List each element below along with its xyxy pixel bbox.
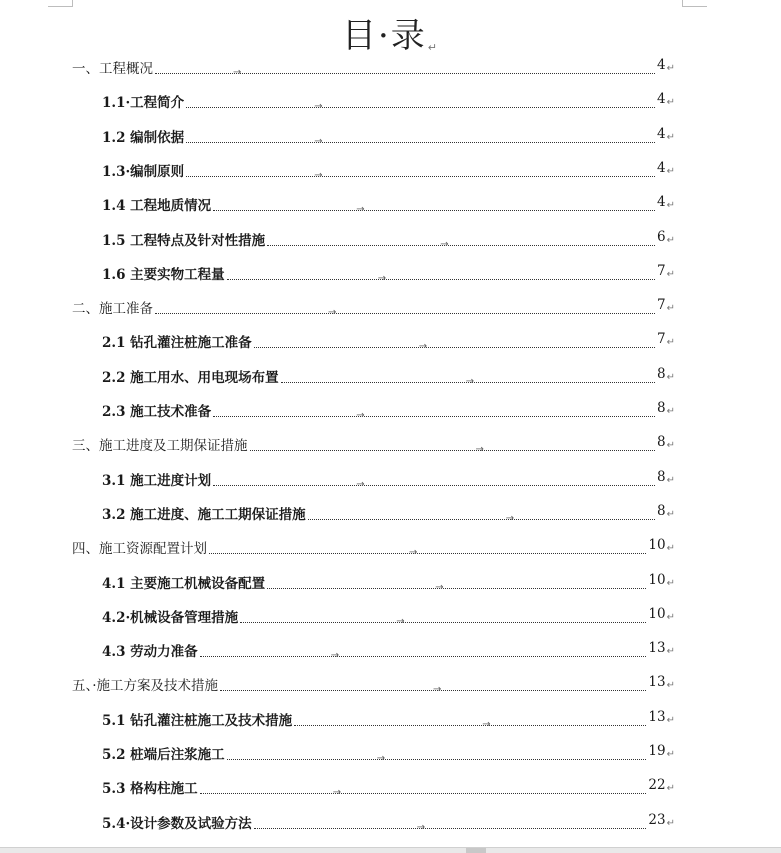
toc-entry[interactable]: [102, 125, 675, 147]
toc-entry[interactable]: [102, 90, 675, 112]
paragraph-mark-icon: ↵: [666, 234, 675, 246]
dot-leader: [254, 341, 655, 353]
toc-entry-page-number: [657, 365, 675, 387]
toc-entry-label: 1.5 工程特点及针对性措施: [102, 232, 266, 249]
page-number-text: 6: [657, 228, 666, 245]
page-number-text: 4: [657, 125, 666, 142]
dot-leader: [227, 272, 655, 284]
page-number-text: 13: [648, 674, 666, 691]
toc-entry-page-number: [657, 125, 675, 147]
toc-entry-page-number: [648, 639, 675, 661]
page-number-text: 13: [648, 640, 666, 657]
page-number-text: 7: [657, 331, 666, 348]
page-number-text: 8: [657, 400, 666, 416]
paragraph-mark-icon: ↵: [666, 63, 675, 74]
dot-leader: [209, 547, 646, 559]
toc-entry[interactable]: [102, 605, 675, 627]
toc-entry-page-number: [657, 262, 675, 284]
toc-entry[interactable]: [72, 536, 675, 558]
page-number-text: 4: [657, 57, 666, 73]
toc-entry[interactable]: [72, 433, 675, 455]
paragraph-mark-icon: ↵: [666, 165, 675, 177]
title-text: 目·录: [341, 16, 427, 56]
dot-leader: [240, 615, 646, 627]
tab-arrow-icon: →: [465, 375, 475, 387]
paragraph-mark-icon: ↵: [666, 131, 675, 143]
paragraph-mark-icon: ↵: [666, 680, 675, 692]
paragraph-mark-icon: ↵: [666, 97, 675, 109]
toc-entry[interactable]: [72, 673, 675, 695]
dot-leader: [186, 101, 655, 113]
tab-arrow-icon: →: [482, 718, 491, 730]
dot-leader: [267, 238, 655, 250]
tab-arrow-icon: →: [475, 444, 484, 456]
scrollbar-thumb[interactable]: [466, 848, 486, 853]
dot-leader: [254, 821, 647, 833]
toc-entry-page-number: [648, 811, 675, 833]
paragraph-mark-icon: ↵: [666, 268, 675, 280]
dot-leader: [213, 478, 655, 490]
toc-entry-page-number: [648, 776, 675, 798]
paragraph-mark-icon: ↵: [666, 611, 675, 623]
toc-entry[interactable]: [102, 365, 675, 387]
tab-arrow-icon: →: [409, 547, 418, 559]
dot-leader: [200, 650, 647, 662]
toc-entry-page-number: [657, 228, 675, 250]
paragraph-mark-icon: ↵: [666, 749, 675, 760]
paragraph-mark-icon: ↵: [666, 474, 675, 486]
dot-leader: [250, 444, 656, 456]
toc-entry-page-number: [648, 708, 675, 730]
paragraph-mark-icon: ↵: [427, 41, 440, 54]
toc-entry-label: 3.1 施工进度计划: [102, 472, 212, 489]
page-number-text: 22: [648, 777, 666, 794]
dot-leader: [200, 787, 647, 799]
toc-entry-page-number: [657, 296, 675, 318]
paragraph-mark-icon: ↵: [666, 783, 675, 795]
toc-entry-label: 一、工程概况: [72, 61, 153, 77]
toc-entry-label: 5.4·设计参数及试验方法: [102, 815, 252, 832]
toc-entry-page-number: [648, 605, 675, 627]
dot-leader: [155, 307, 655, 319]
toc-entry-label: 4.1 主要施工机械设备配置: [102, 575, 266, 592]
tab-arrow-icon: →: [328, 307, 337, 319]
toc-entry-label: 4.3 劳动力准备: [102, 644, 198, 661]
toc-entry-page-number: [657, 330, 675, 352]
toc-entry-label: 四、施工资源配置计划: [72, 541, 207, 558]
tab-arrow-icon: →: [330, 650, 340, 662]
dot-leader: [294, 718, 646, 730]
toc-entry-page-number: [648, 536, 675, 558]
paragraph-mark-icon: ↵: [666, 543, 675, 555]
page-number-text: 8: [657, 502, 666, 519]
tab-arrow-icon: →: [435, 581, 444, 593]
toc-entry-label: 3.2 施工进度、施工工期保证措施: [102, 506, 306, 523]
page-corner-marker-right: [682, 0, 707, 7]
toc-entry-label: 1.2 编制依据: [102, 129, 185, 146]
toc-entry-label: 1.6 主要实物工程量: [102, 266, 225, 283]
toc-entry-label: 2.1 钻孔灌注桩施工准备: [102, 335, 252, 352]
toc-entry-label: 1.1·工程简介: [102, 95, 185, 112]
toc-entry[interactable]: [102, 502, 675, 524]
page-corner-marker-left: [48, 0, 73, 7]
toc-entry-label: 二、施工准备: [72, 301, 153, 318]
tab-arrow-icon: →: [356, 204, 365, 216]
dot-leader: [281, 375, 655, 387]
toc-entry[interactable]: [72, 56, 675, 78]
toc-entry[interactable]: [102, 193, 675, 215]
tab-arrow-icon: →: [377, 272, 387, 284]
dot-leader: [220, 684, 646, 696]
dot-leader: [308, 512, 655, 524]
dot-leader: [213, 204, 655, 216]
toc-entry[interactable]: [102, 399, 675, 421]
page-number-text: 10: [648, 605, 666, 622]
paragraph-mark-icon: ↵: [666, 577, 675, 589]
toc-entry-label: 2.3 施工技术准备: [102, 404, 212, 420]
toc-entry[interactable]: [102, 228, 675, 250]
page-number-text: 10: [648, 537, 666, 554]
paragraph-mark-icon: ↵: [666, 371, 675, 383]
toc-entry-page-number: [657, 468, 675, 490]
toc-entry[interactable]: [102, 776, 675, 798]
toc-entry-label: 2.2 施工用水、用电现场布置: [102, 369, 279, 386]
toc-entry-page-number: [657, 159, 675, 181]
dot-leader: [186, 135, 655, 147]
tab-arrow-icon: →: [416, 821, 426, 833]
toc-entry[interactable]: [102, 708, 675, 730]
paragraph-mark-icon: ↵: [666, 646, 675, 658]
tab-arrow-icon: →: [233, 67, 242, 78]
toc-entry-label: 1.4 工程地质情况: [102, 198, 212, 215]
page-number-text: 8: [657, 468, 666, 485]
toc-entry[interactable]: [72, 296, 675, 318]
tab-arrow-icon: →: [356, 478, 365, 490]
toc-entry-page-number: [657, 90, 675, 112]
page-number-text: 8: [657, 365, 666, 382]
toc-entry[interactable]: [102, 330, 675, 352]
toc-entry[interactable]: [102, 742, 675, 764]
tab-arrow-icon: →: [396, 615, 405, 627]
toc-entry-page-number: [648, 742, 675, 764]
toc-entry-label: 5.2 桩端后注浆施工: [102, 747, 225, 763]
tab-arrow-icon: →: [356, 410, 365, 421]
toc-entry-label: 1.3·编制原则: [102, 163, 185, 180]
paragraph-mark-icon: ↵: [666, 406, 675, 417]
toc-entry-page-number: [648, 571, 675, 593]
paragraph-mark-icon: ↵: [666, 714, 675, 726]
page-number-text: 10: [648, 571, 666, 588]
page-number-text: 4: [657, 159, 666, 176]
page-number-text: 4: [657, 91, 666, 108]
page-number-text: 4: [657, 194, 666, 211]
toc-entry[interactable]: [102, 639, 675, 661]
toc-entry-label: 5.3 格构柱施工: [102, 781, 198, 798]
page-number-text: 8: [657, 434, 666, 451]
paragraph-mark-icon: ↵: [666, 200, 675, 212]
paragraph-mark-icon: ↵: [666, 337, 675, 349]
dot-leader: [155, 67, 655, 78]
toc-entry-page-number: [657, 193, 675, 215]
toc-entry[interactable]: [102, 571, 675, 593]
page-number-text: 7: [657, 297, 666, 314]
toc-entry[interactable]: [102, 811, 675, 833]
paragraph-mark-icon: ↵: [666, 508, 675, 520]
toc-entry[interactable]: [102, 159, 675, 181]
toc-entry-label: 三、施工进度及工期保证措施: [72, 438, 248, 455]
tab-arrow-icon: →: [433, 684, 442, 696]
toc-entry-label: 5.1 钻孔灌注桩施工及技术措施: [102, 712, 293, 729]
toc-entry-label: 五、·施工方案及技术措施: [72, 678, 219, 695]
page-number-text: 13: [648, 708, 666, 725]
page-number-text: 23: [648, 811, 666, 828]
toc-entry[interactable]: [102, 262, 675, 284]
toc-entry-page-number: [657, 502, 675, 524]
toc-entry-label: 4.2·机械设备管理措施: [102, 609, 239, 626]
tab-arrow-icon: →: [440, 238, 449, 250]
horizontal-scrollbar[interactable]: [0, 847, 781, 853]
dot-leader: [227, 753, 647, 764]
dot-leader: [213, 410, 655, 421]
tab-arrow-icon: →: [314, 169, 323, 181]
tab-arrow-icon: →: [314, 135, 323, 147]
toc-entry-page-number: [648, 673, 675, 695]
toc-entry-page-number: [657, 56, 675, 78]
toc-entry[interactable]: [102, 468, 675, 490]
tab-arrow-icon: →: [505, 512, 515, 524]
toc-entry-page-number: [657, 433, 675, 455]
tab-arrow-icon: →: [376, 753, 386, 764]
paragraph-mark-icon: ↵: [666, 440, 675, 452]
paragraph-mark-icon: ↵: [666, 817, 675, 829]
dot-leader: [267, 581, 646, 593]
page-number-text: 7: [657, 262, 666, 279]
paragraph-mark-icon: ↵: [666, 303, 675, 315]
tab-arrow-icon: →: [314, 101, 323, 113]
toc-entry-page-number: [657, 399, 675, 421]
dot-leader: [186, 169, 655, 181]
page-title: [0, 8, 781, 57]
page-number-text: 19: [648, 743, 666, 759]
tab-arrow-icon: →: [418, 341, 428, 353]
tab-arrow-icon: →: [332, 787, 342, 799]
